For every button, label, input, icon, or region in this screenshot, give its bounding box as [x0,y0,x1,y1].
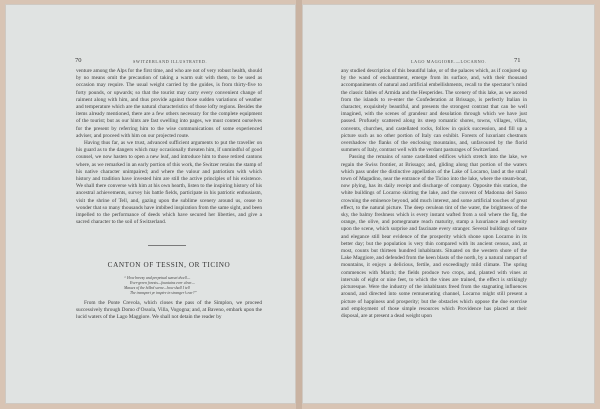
section-rule [148,245,186,246]
epigraph-line: Ever-green forests—fountains ever clear— [130,281,195,285]
paragraph: From the Ponte Crevola, which closes the pass of the Simplon, we proceed successively through Domo d’Ossola, Villa, Vogogna; and, at Baveno, embark upon the lucid waters of the Lago Maggiore. We shall not detain the reader by [76,300,262,321]
running-head: SWITZERLAND ILLUSTRATED. [133,59,208,64]
epigraph-line: The transport ye inspire in stranger’s ear?” [130,291,197,295]
running-head: LAGO MAGGIORE.—LOCARNO. [411,59,487,64]
page-number: 70 [75,57,82,64]
chapter-title: CANTON OF TESSIN, OR TICINO [107,261,231,269]
body-text [341,68,527,320]
epigraph [124,276,244,296]
paragraph: Having thus far, as we trust, advanced sufficient arguments to put the traveller on his guard as to the dangers which may occasionally threaten him, if unmindful of good counsel, we now hasten to open a new leaf, and introduce him to those retired cantons where, as we remarked in an early portion of this work, the Switzer retains the stamp of his native character unimpaired; and where the valour and patriotism with which history and tradition have invested him are still the active principles of his existence. We shall there converse with him at his own hearth, listen to the inspiring history of his ancestral achievements, survey his battle fields, participate in his patriotic enthusiasm, visit the shrine of Tell, and, gazing upon the sublime scenery around us, cease to wonder that so many thousands have imbibed inspiration from the same sight, and been impelled to the performance of deeds which have secured her liberties, and give a sacred character to the soil of Switzerland. [76,140,262,226]
epigraph-line: “ How breezy and perpetual sunset dwell— [124,276,191,280]
epigraph-line: Masses of the hilled scene—how shall I tell [124,286,190,290]
paragraph: any studied description of this beautiful lake, or of the palaces which, as if conjured up by the wand of enchantment, emerge from its surface, and, with their thousand accompaniments of natural and artificial embellishments, recall to the spectator’s mind the classic fables of Armida and the Hesperides. The scenery of this lake, as we ascend from the islands to re-enter the Confederation at Brissago, is perfectly Italian in character, exquisitely beautiful, and presents the strongest contrast that can be well imagined, with the scenes of grandeur and desolation through which we have just passed. Profusely scattered along its steep romantic shores, towns, villages, villas, convents, churches, and castellated rocks, follow in quick succession, and fill up a picture such as no other portion of Italy can exhibit. Forests of luxuriant chestnuts overshadow the flanks of the enclosing mountains, and, unfavoured by the florid summers of Italy, contrast well with the verdant pasturages of Switzerland. [341,68,527,154]
left-page [5,4,296,404]
page-number: 71 [514,57,521,64]
body-text [76,68,262,226]
paragraph: Passing the remains of some castellated edifices which stretch into the lake, we regain the Swiss frontier, at Brissago; and, gliding along that portion of the waters which pass under the distinctive appellation of the Lake of Locarno, land at the small town of Magadino, near the entrance of the Ticino into the lake, where the steam-boat, now plying, has its daily receipt and discharge of company. Opposite this station, the white buildings of Locarno skirting the lake, and the convent of Madonna del Sasso crowning the eminence beyond, add much interest, and some artificial touches of great effect, to the natural picture. The deep cerulean tint of the water, the brightness of the sky, the balmy freshness which is every instant wafted from a soil where the fig, the orange, the olive, and pomegranate reach maturity, stamp a luxuriance and serenity upon the scene, which surprise and fascinate every stranger. Several buildings of taste and elegance still bear evidence of the prosperity which shone upon Locarno in its better day; but the population is very thin compared with its ancient census, and, at most, counts but thirteen hundred inhabitants. Situated on the western shore of the Lake Maggiore, and defended from the keen blasts of the north, by a natural rampart of mountains, it enjoys a delicious, fertile, and exceedingly mild climate. The spring commences with March; the fields produce two crops, and, planted with vines at intervals of eight or nine feet, to which the vines are trained, the effect is strikingly picturesque. Were the industry of the inhabitants freed from the stagnating influences around, and directed into some remunerating channel, Locarno might still present a picture of happiness and prosperity; but the obstacles which oppose the due exercise and employment of those simple resources which Providence has placed at their disposal, are at present a dead weight upon [341,154,527,319]
paragraph: venture among the Alps for the first time, and who are not of very robust health, should by no means omit the precaution of taking a warm suit with them, to be used as occasion may require. The usual weight carried by the guides, is from thirty-five to forty pounds, or upwards; so that the tourist may carry every convenient change of raiment along with him, and thus provide against those sudden variations of weather and temperature which are the natural characteristics of those lofty regions. Besides the items already mentioned, there are a few others necessary for the complete equipment of the tourist; but as our hints are fast swelling into pages, we must content ourselves for the present by referring him to the wise communications of some experienced adviser, and proceed with him on our projected route. [76,68,262,139]
chapter-body [76,300,262,322]
right-page [302,4,595,404]
